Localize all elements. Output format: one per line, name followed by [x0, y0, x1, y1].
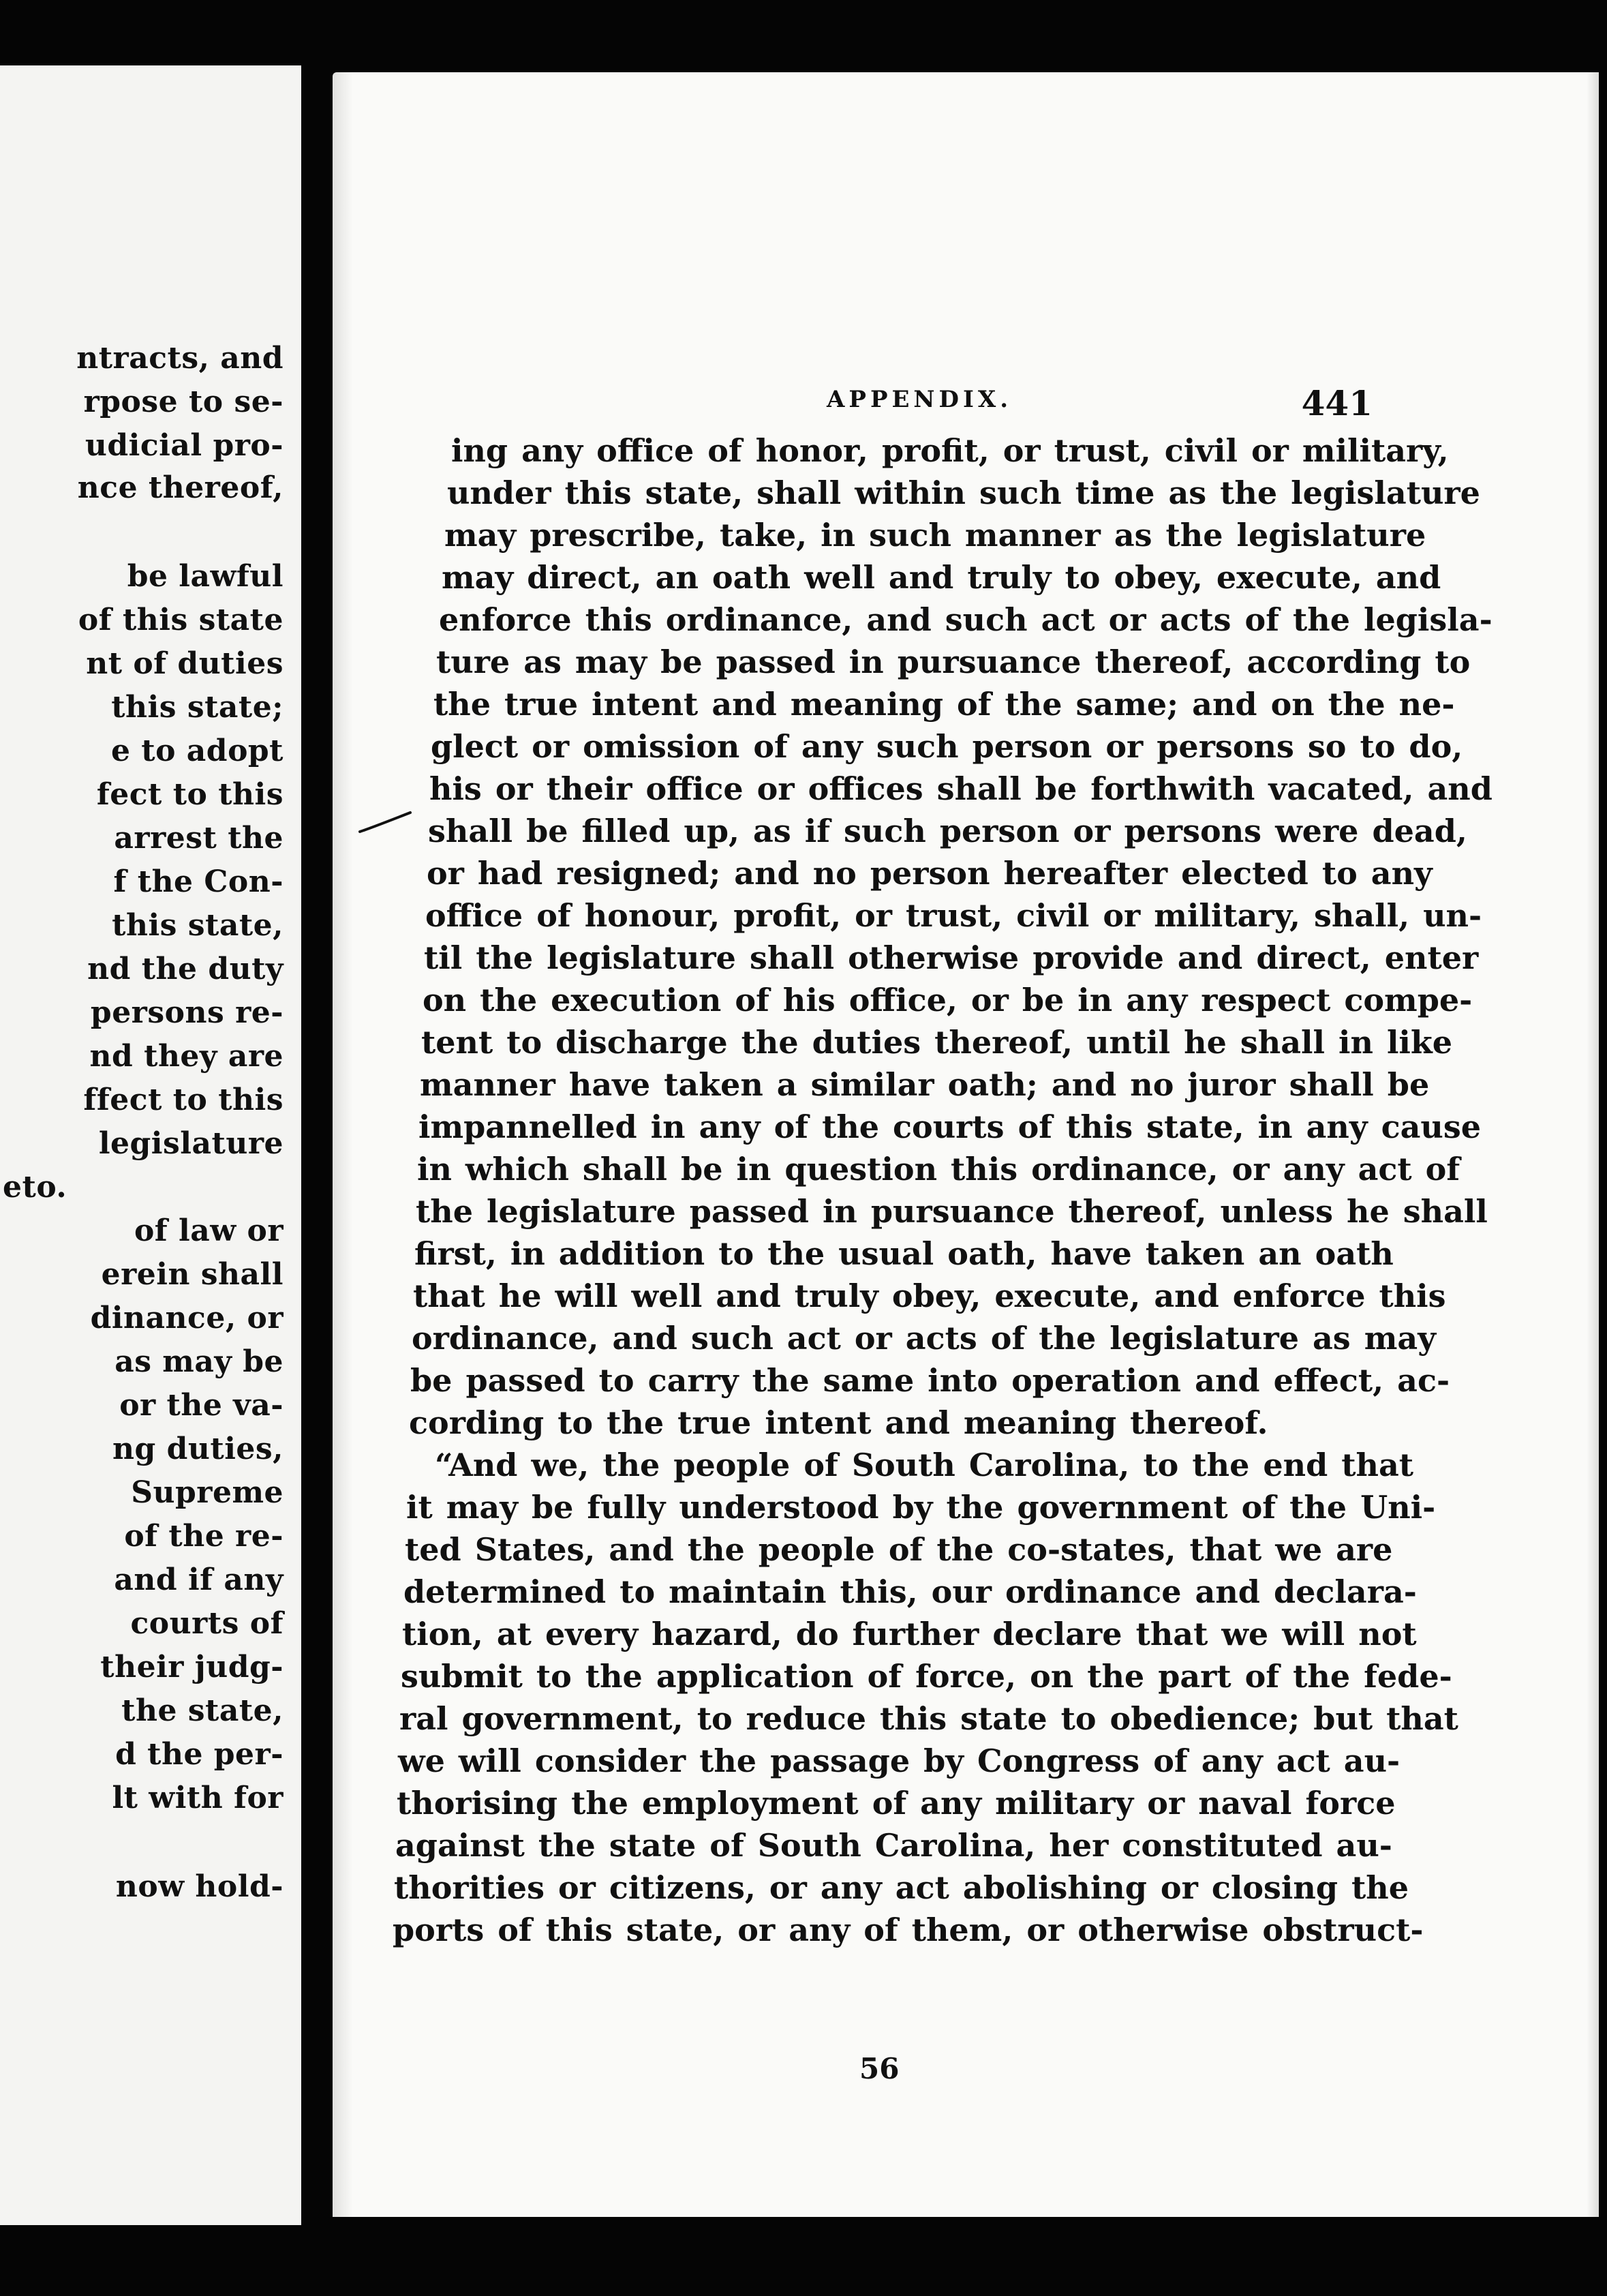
text-line: it may be fully understood by the government of the Uni- [406, 1489, 1436, 1526]
text-line: may direct, an oath well and truly to obey, execute, and [442, 559, 1441, 596]
text-line: tion, at every hazard, do further declare that we will not [402, 1616, 1417, 1652]
left-text-line: this state, [112, 908, 284, 943]
right-page [333, 72, 1599, 2217]
text-line: be passed to carry the same into operation and effect, ac- [410, 1362, 1450, 1399]
text-line: ports of this state, or any of them, or otherwise obstruct- [393, 1912, 1424, 1948]
text-line: on the execution of his office, or be in any respect compe- [423, 982, 1473, 1018]
pencil-mark-icon [358, 809, 413, 836]
left-text-line: arrest the [114, 821, 284, 856]
text-line: tent to discharge the duties thereof, until he shall in like [421, 1024, 1453, 1061]
text-line: til the legislature shall otherwise provide and direct, enter [424, 939, 1479, 976]
left-text-line: as may be [114, 1344, 284, 1379]
left-text-line: eto. [3, 1170, 67, 1205]
left-text-line: ng duties, [112, 1432, 284, 1466]
left-text-line: the state, [121, 1693, 284, 1728]
running-head: APPENDIX. [827, 386, 1013, 413]
left-text-line: rpose to se- [83, 384, 284, 419]
text-line: the true intent and meaning of the same; and on the ne- [433, 686, 1455, 723]
left-text-line: or the va- [119, 1388, 284, 1423]
text-line: ture as may be passed in pursuance thereof, according to [436, 644, 1471, 680]
left-text-line: this state; [111, 690, 284, 725]
text-line: in which shall be in question this ordinance, or any act of [417, 1151, 1460, 1188]
text-line: or had resigned; and no person hereafter elected to any [427, 855, 1433, 892]
left-text-line: be lawful [127, 559, 284, 594]
left-text-line: nd the duty [87, 952, 284, 986]
left-text-line: ffect to this [83, 1083, 284, 1117]
left-text-line: their judg- [100, 1650, 284, 1685]
text-line: “And we, the people of South Carolina, to the end that [435, 1447, 1413, 1483]
text-line: under this state, shall within such time as the legislature [447, 474, 1480, 511]
text-line: glect or omission of any such person or persons so to do, [431, 728, 1463, 765]
left-text-line: nce thereof, [77, 470, 284, 505]
left-text-line: f the Con- [113, 864, 284, 899]
text-line: cording to the true intent and meaning thereof. [409, 1404, 1268, 1441]
gutter-shadow [333, 72, 353, 2217]
text-line: submit to the application of force, on the part of the fede- [401, 1658, 1452, 1695]
left-text-line: e to adopt [110, 734, 284, 768]
text-line: impannelled in any of the courts of this state, in any cause [418, 1108, 1481, 1145]
signature-mark: 56 [859, 2052, 900, 2085]
left-text-line: lt with for [112, 1781, 284, 1815]
left-text-line: persons re- [90, 995, 284, 1030]
left-text-line: erein shall [101, 1257, 284, 1292]
text-line: may prescribe, take, in such manner as the legislature [444, 517, 1426, 554]
left-text-line: of the re- [124, 1519, 284, 1554]
text-line: against the state of South Carolina, her constituted au- [395, 1827, 1392, 1864]
left-text-line: courts of [130, 1606, 284, 1641]
left-text-line: of this state [78, 603, 284, 637]
text-line: determined to maintain this, our ordinance and declara- [403, 1573, 1417, 1610]
page-edge-shadow [1587, 72, 1599, 2217]
left-page [0, 65, 301, 2225]
left-text-line: fect to this [96, 777, 284, 812]
text-line: ordinance, and such act or acts of the legislature as may [412, 1320, 1436, 1357]
left-text-line: now hold- [115, 1869, 284, 1904]
text-line: the legislature passed in pursuance thereof, unless he shall [416, 1193, 1488, 1230]
left-text-line: nd they are [89, 1039, 284, 1074]
left-text-line: udicial pro- [85, 428, 284, 463]
left-text-line: d the per- [115, 1737, 284, 1772]
text-line: office of honour, profit, or trust, civil or military, shall, un- [425, 897, 1482, 934]
text-line: first, in addition to the usual oath, have taken an oath [414, 1235, 1394, 1272]
left-text-line: nt of duties [86, 646, 284, 681]
text-line: thorities or citizens, or any act abolishing or closing the [394, 1869, 1409, 1906]
left-text-line: legislature [98, 1126, 284, 1161]
left-text-line: and if any [114, 1562, 284, 1597]
text-line: ral government, to reduce this state to obedience; but that [399, 1700, 1458, 1737]
left-text-line: Supreme [131, 1475, 284, 1510]
left-text-line: dinance, or [90, 1301, 284, 1335]
text-line: manner have taken a similar oath; and no juror shall be [420, 1066, 1430, 1103]
page-number: 441 [1301, 383, 1373, 423]
left-text-line: ntracts, and [76, 341, 284, 376]
text-line: thorising the employment of any military or naval force [397, 1785, 1396, 1822]
text-line: we will consider the passage by Congress of any act au- [398, 1742, 1401, 1779]
left-text-line: of law or [134, 1213, 284, 1248]
text-line: ing any office of honor, profit, or trust, civil or military, [451, 432, 1449, 469]
text-line: ted States, and the people of the co-states, that we are [405, 1531, 1393, 1568]
text-line: shall be filled up, as if such person or persons were dead, [428, 813, 1467, 849]
text-line: enforce this ordinance, and such act or acts of the legisla- [439, 601, 1493, 638]
text-line: his or their office or offices shall be forthwith vacated, and [429, 770, 1493, 807]
text-line: that he will well and truly obey, execute, and enforce this [413, 1278, 1446, 1314]
